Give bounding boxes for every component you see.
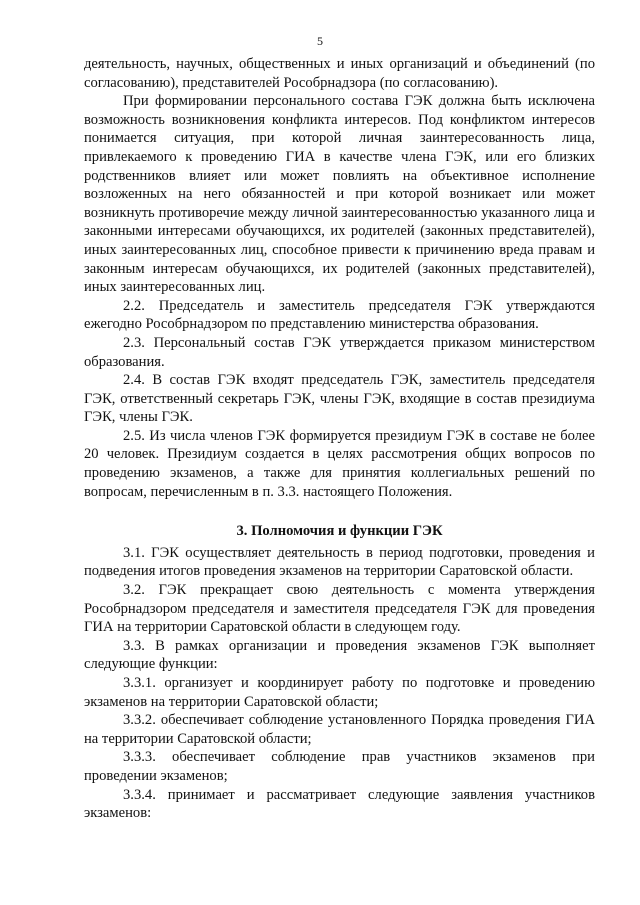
paragraph-2-4: 2.4. В состав ГЭК входят председатель ГЭК, заместитель председателя ГЭК, ответственный секретарь ГЭК, члены ГЭК, входящие в состав президиума ГЭК, члены ГЭК. — [84, 372, 595, 426]
paragraph-3-3-4: 3.3.4. принимает и рассматривает следующие заявления участников экзаменов: — [84, 786, 595, 822]
paragraph-2-2: 2.2. Председатель и заместитель председателя ГЭК утверждаются ежегодно Рособрнадзором по представлению министерства образования. — [84, 297, 595, 333]
paragraph-3-1: 3.1. ГЭК осуществляет деятельность в период подготовки, проведения и подведения итогов проведения экзаменов на территории Саратовской области. — [84, 544, 595, 580]
paragraph-3-3: 3.3. В рамках организации и проведения экзаменов ГЭК выполняет следующие функции: — [84, 637, 595, 673]
paragraph-3-2: 3.2. ГЭК прекращает свою деятельность с момента утверждения Рособрнадзором председателя и заместителя председателя ГЭК для проведения ГИА на территории Саратовской области в следующем году. — [84, 582, 595, 636]
page-number: 5 — [317, 34, 323, 48]
section-heading: 3. Полномочия и функции ГЭК — [236, 523, 443, 540]
paragraph-conflict-of-interest: При формировании персонального состава ГЭК должна быть исключена возможность возникновения конфликта интересов. Под конфликтом интересов понимается ситуация, при которой личная заинтересованность лица, привлекаемого к проведению ГИА в качестве члена ГЭК, или его близких родственников влияет или может повлиять на объективное исполнение возложенных на него обязанностей и при которой возникает или может возникнуть противоречие между личной заинтересованностью указанного лица и законными интересами обучающихся, их родителей (законных представителей), иных заинтересованных лиц, способное привести к причинению вреда правам и законным интересам обучающихся, их родителей (законных представителей), иных заинтересованных лиц. — [84, 93, 595, 296]
paragraph-2-3: 2.3. Персональный состав ГЭК утверждается приказом министерством образования. — [84, 334, 595, 370]
document-body — [84, 55, 595, 823]
paragraph-continuation: деятельность, научных, общественных и иных организаций и объединений (по согласованию), представителей Рособрнадзора (по согласованию). — [84, 56, 595, 91]
paragraph-3-3-3: 3.3.3. обеспечивает соблюдение прав участников экзаменов при проведении экзаменов; — [84, 749, 595, 784]
paragraph-2-5: 2.5. Из числа членов ГЭК формируется президиум ГЭК в составе не более 20 человек. Президиум создается в целях рассмотрения общих вопросов по проведению экзаменов, а также для принятия коллегиальных решений по вопросам, перечисленным в п. 3.3. настоящего Положения. — [84, 427, 595, 500]
paragraph-3-3-1: 3.3.1. организует и координирует работу по подготовке и проведению экзаменов на территории Саратовской области; — [84, 675, 595, 710]
paragraph-3-3-2: 3.3.2. обеспечивает соблюдение установленного Порядка проведения ГИА на территории Саратовской области; — [84, 712, 595, 747]
